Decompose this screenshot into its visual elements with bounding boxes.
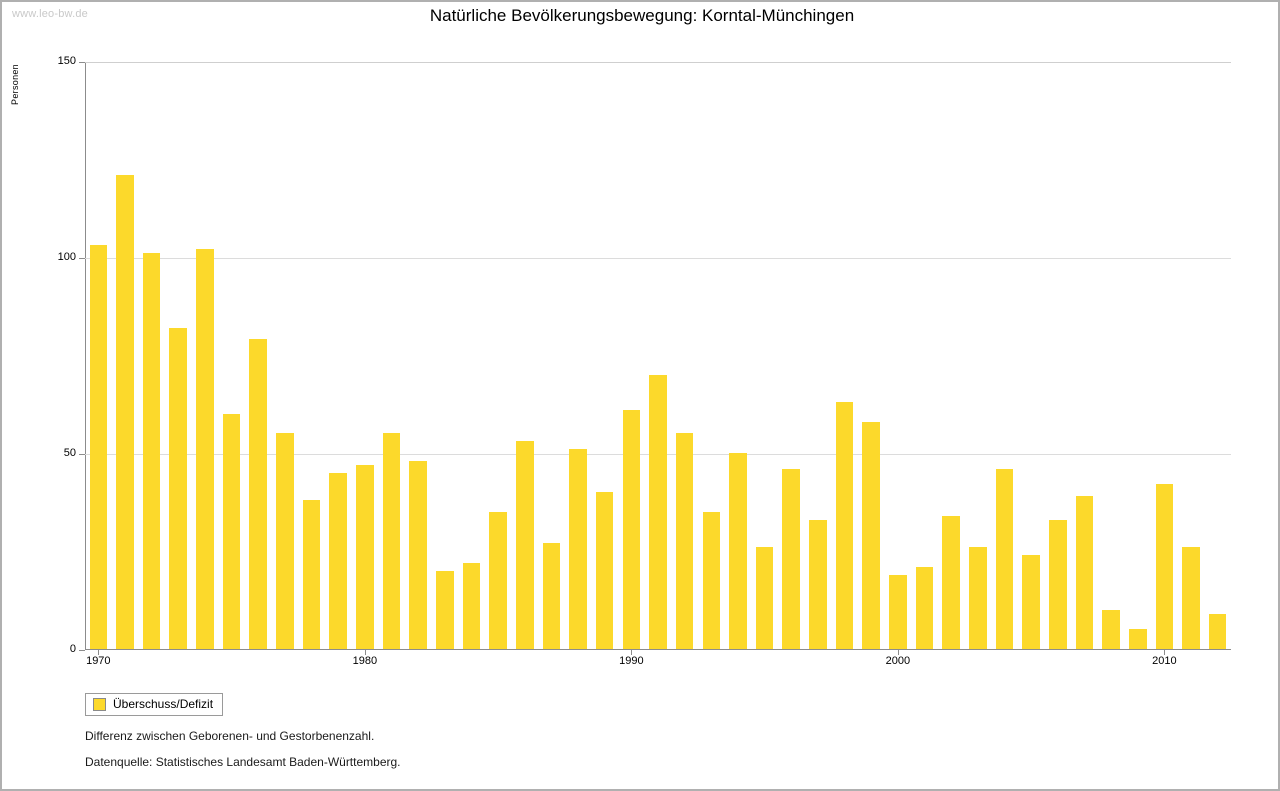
y-axis-tick-label: 50 [63, 447, 76, 459]
bar[interactable] [489, 512, 507, 649]
bar[interactable] [596, 492, 614, 649]
bar[interactable] [409, 461, 427, 649]
bar[interactable] [329, 473, 347, 649]
bar[interactable] [463, 563, 481, 649]
footnote-definition: Differenz zwischen Geborenen- und Gestorbenenzahl. [85, 729, 375, 743]
bar[interactable] [916, 567, 934, 649]
bar[interactable] [942, 516, 960, 649]
bar[interactable] [1182, 547, 1200, 649]
bar[interactable] [649, 375, 667, 649]
page-title: Natürliche Bevölkerungsbewegung: Korntal-Münchingen [429, 6, 855, 25]
y-axis-tick-label: 0 [69, 643, 76, 655]
bar[interactable] [836, 402, 854, 649]
bar[interactable] [303, 500, 321, 649]
bar[interactable] [90, 245, 108, 649]
bar[interactable] [676, 433, 694, 649]
watermark: www.leo-bw.de [12, 8, 88, 20]
bar[interactable] [543, 543, 561, 649]
bar[interactable] [996, 469, 1014, 649]
legend-swatch-icon [93, 698, 106, 711]
bar[interactable] [516, 441, 534, 649]
bar[interactable] [623, 410, 641, 649]
bar[interactable] [1076, 496, 1094, 649]
bar[interactable] [196, 249, 214, 649]
bar[interactable] [169, 328, 187, 649]
plot-area [57, 55, 1231, 667]
legend-item-label: Überschuss/Defizit [113, 697, 214, 711]
bar[interactable] [1156, 484, 1174, 649]
y-axis-tick-label: 150 [57, 55, 76, 67]
bar[interactable] [276, 433, 294, 649]
bar[interactable] [116, 175, 134, 649]
bar[interactable] [1022, 555, 1040, 649]
bar[interactable] [249, 339, 267, 649]
y-axis-label: Personen [10, 64, 20, 105]
bar[interactable] [383, 433, 401, 649]
x-axis [85, 650, 1231, 670]
y-axis-tick-label: 100 [57, 251, 76, 263]
bar[interactable] [143, 253, 161, 649]
bar[interactable] [703, 512, 721, 649]
bar-series [85, 62, 1231, 650]
x-axis-tick-label: 1980 [352, 655, 378, 667]
x-axis-tick-label: 1970 [86, 655, 111, 667]
bar[interactable] [889, 575, 907, 649]
x-axis-tick-label: 1990 [619, 655, 644, 667]
bar[interactable] [223, 414, 241, 649]
bar[interactable] [756, 547, 774, 649]
bar[interactable] [862, 422, 880, 649]
bar[interactable] [1129, 629, 1147, 649]
bar[interactable] [436, 571, 454, 649]
bar[interactable] [1209, 614, 1227, 649]
x-axis-tick-label: 2010 [1152, 655, 1177, 667]
bar[interactable] [356, 465, 374, 649]
bar[interactable] [782, 469, 800, 649]
x-axis-tick-label: 2000 [885, 655, 911, 667]
footnote-source: Datenquelle: Statistisches Landesamt Baden-Württemberg. [85, 755, 401, 769]
bar[interactable] [1102, 610, 1120, 649]
bar[interactable] [969, 547, 987, 649]
legend [85, 693, 223, 716]
bar[interactable] [569, 449, 587, 649]
bar[interactable] [809, 520, 827, 649]
bar[interactable] [1049, 520, 1067, 649]
bar[interactable] [729, 453, 747, 649]
